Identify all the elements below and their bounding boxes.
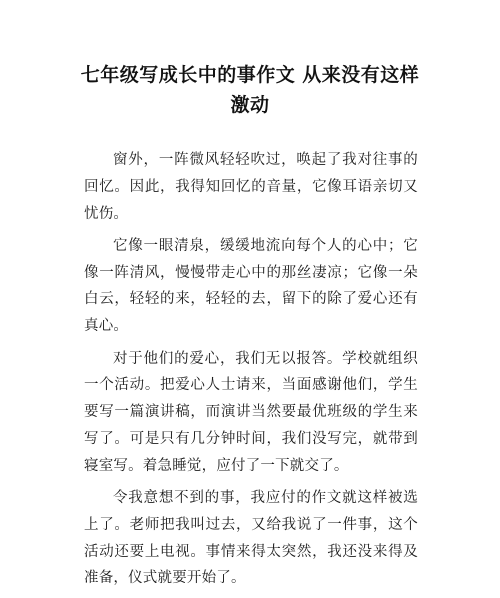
paragraph-2: 它像一眼清泉，缓缓地流向每个人的心中；它像一阵清风，慢慢带走心中的那丝凄凉；它像一朵白云，轻轻的来，轻轻的去，留下的除了爱心还有真心。 — [84, 237, 418, 335]
paragraph-4: 令我意想不到的事，我应付的作文就这样被选上了。老师把我叫过去，又给我说了一件事，这个活动还要上电视。事情来得太突然，我还没来得及准备，仪式就要开始了。 — [84, 490, 418, 587]
article-body — [84, 147, 418, 598]
paragraph-1: 窗外，一阵微风轻轻吹过，唤起了我对往事的回忆。因此，我得知回忆的音量，它像耳语亲切又忧伤。 — [84, 152, 418, 222]
article-title: 七年级写成长中的事作文 从来没有这样激动 — [80, 64, 420, 116]
paragraph-3: 对于他们的爱心，我们无以报答。学校就组织一个活动。把爱心人士请来，当面感谢他们，学生要写一篇演讲稿，而演讲当然要最优班级的学生来写了。可是只有几分钟时间，我们没写完，就带到寝室写。着急睡觉，应付了一下就交了。 — [84, 350, 418, 474]
